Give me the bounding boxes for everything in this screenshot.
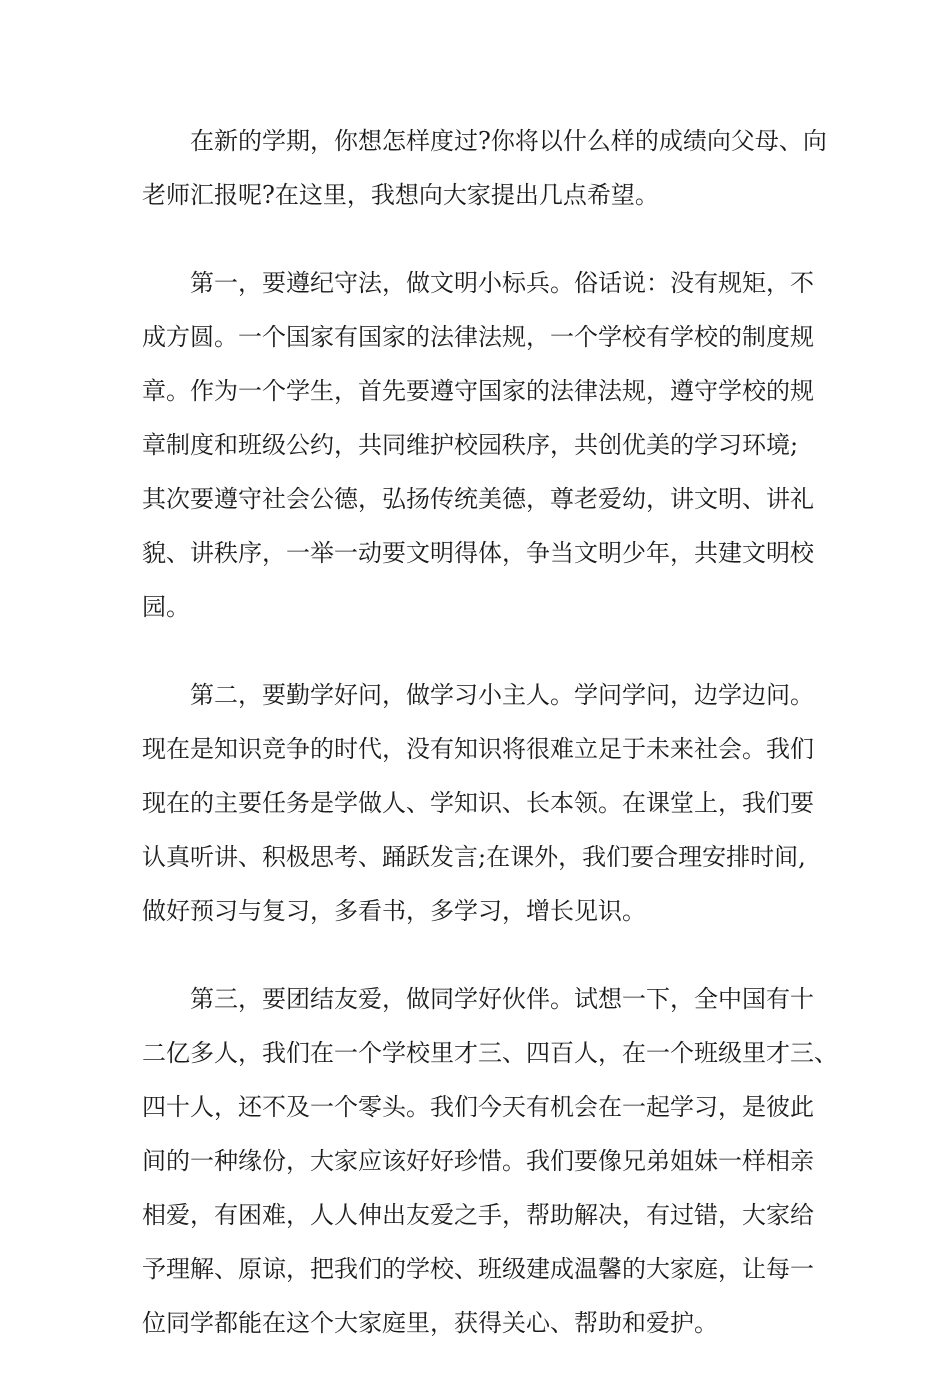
- text-line: 第三，要团结友爱，做同学好伙伴。试想一下，全中国有十: [190, 985, 814, 1013]
- text-line: 予理解、原谅，把我们的学校、班级建成温馨的大家庭，让每一: [142, 1255, 814, 1283]
- paragraph-first-point: [142, 256, 822, 634]
- text-line: 在新的学期，你想怎样度过?你将以什么样的成绩向父母、向: [190, 127, 827, 155]
- text-line: 第一，要遵纪守法，做文明小标兵。俗话说：没有规矩，不: [190, 269, 814, 297]
- text-line: 现在的主要任务是学做人、学知识、长本领。在课堂上，我们要: [142, 789, 814, 817]
- text-line: 相爱，有困难，人人伸出友爱之手，帮助解决，有过错，大家给: [142, 1201, 814, 1229]
- text-line: 章。作为一个学生，首先要遵守国家的法律法规，遵守学校的规: [142, 377, 814, 405]
- text-line: 园。: [142, 593, 190, 621]
- text-line: 其次要遵守社会公德，弘扬传统美德，尊老爱幼，讲文明、讲礼: [142, 485, 814, 513]
- text-line: 位同学都能在这个大家庭里，获得关心、帮助和爱护。: [142, 1309, 718, 1337]
- text-line: 现在是知识竞争的时代，没有知识将很难立足于未来社会。我们: [142, 735, 814, 763]
- text-line: 成方圆。一个国家有国家的法律法规，一个学校有学校的制度规: [142, 323, 814, 351]
- paragraph-third-point: [142, 972, 838, 1350]
- text-line: 四十人，还不及一个零头。我们今天有机会在一起学习，是彼此: [142, 1093, 814, 1121]
- paragraph-second-point: [142, 668, 822, 938]
- text-line: 认真听讲、积极思考、踊跃发言;在课外，我们要合理安排时间,: [142, 843, 806, 871]
- paragraph-intro: [142, 114, 827, 222]
- document-body: [142, 114, 838, 1384]
- text-line: 二亿多人，我们在一个学校里才三、四百人，在一个班级里才三、: [142, 1039, 838, 1067]
- text-line: 老师汇报呢?在这里，我想向大家提出几点希望。: [142, 181, 659, 209]
- text-line: 间的一种缘份，大家应该好好珍惜。我们要像兄弟姐妹一样相亲: [142, 1147, 814, 1175]
- text-line: 第二，要勤学好问，做学习小主人。学问学问，边学边问。: [190, 681, 814, 709]
- text-line: 章制度和班级公约，共同维护校园秩序，共创优美的学习环境;: [142, 431, 799, 459]
- text-line: 做好预习与复习，多看书，多学习，增长见识。: [142, 897, 646, 925]
- text-line: 貌、讲秩序，一举一动要文明得体，争当文明少年，共建文明校: [142, 539, 814, 567]
